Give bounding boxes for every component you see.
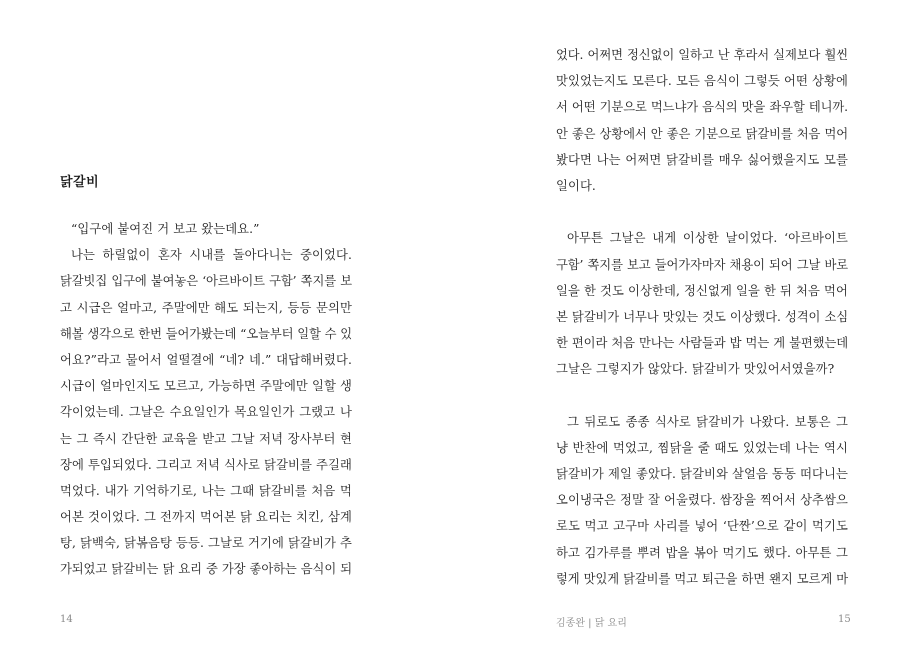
body-line: 어요?”라고 물어서 얼떨결에 “네? 네.” 대답해버렸다.	[60, 352, 352, 367]
body-line: 안 좋은 상황에서 안 좋은 기분으로 닭갈비를 처음 먹어	[556, 126, 848, 141]
body-line: 닭갈비가 제일 좋았다. 닭갈비와 살얼음 동동 떠다니는	[556, 467, 848, 481]
body-line: 시급이 얼마인지도 모르고, 가능하면 주말에만 일할 생	[60, 379, 352, 394]
body-line: 로도 먹고 고구마 사리를 넣어 ‘단짠’으로 같이 먹기도	[556, 519, 848, 534]
body-line: 아무튼 그날은 내게 이상한 날이었다. ‘아르바이트	[567, 231, 848, 246]
body-line: 하고 김가루를 뿌려 밥을 볶아 먹기도 했다. 아무튼 그	[556, 545, 848, 560]
body-line: 는 그 즉시 간단한 교육을 받고 그날 저녁 장사부터 현	[60, 431, 352, 446]
body-line: 한 편이라 처음 만나는 사람들과 밥 먹는 게 불편했는데	[556, 336, 848, 351]
body-line: 어본 것이었다. 그 전까지 먹어본 닭 요리는 치킨, 삼계	[60, 510, 352, 525]
body-line: 렇게 맛있게 닭갈비를 먹고 퇴근을 하면 왠지 모르게 마	[556, 571, 848, 586]
chapter-heading: 닭갈비	[60, 175, 100, 190]
body-line: 봤다면 나는 어쩌면 닭갈비를 매우 싫어했을지도 모를	[556, 152, 848, 167]
body-line: 장에 투입되었다. 그리고 저녁 식사로 닭갈비를 주길래	[60, 457, 352, 472]
body-line: 각이었는데. 그날은 수요일인가 목요일인가 그랬고 나	[60, 405, 352, 420]
body-line: 었다. 어쩌면 정신없이 일하고 난 후라서 실제보다 훨씬	[556, 48, 848, 62]
body-line: 본 닭갈비가 너무나 맛있는 것도 이상했다. 성격이 소심	[556, 309, 848, 324]
body-line: 구함’ 쪽지를 보고 들어가자마자 채용이 되어 그날 바로	[556, 257, 848, 272]
body-line: 고 시급은 얼마고, 주말에만 해도 되는지, 등등 문의만	[60, 300, 352, 315]
right-body-text	[556, 42, 848, 592]
left-body-text	[60, 216, 352, 583]
body-line: 나는 하릴없이 혼자 시내를 돌아다니는 중이었다.	[71, 248, 352, 263]
page-number-right: 15	[838, 614, 851, 625]
body-line: 먹었다. 내가 기억하기로, 나는 그때 닭갈비를 처음 먹	[60, 483, 352, 498]
body-line: 닭갈빗집 입구에 붙여놓은 ‘아르바이트 구함’ 쪽지를 보	[60, 274, 352, 289]
body-line: 일이다.	[556, 178, 596, 193]
running-footer: 김종완 | 닭 요리	[556, 618, 627, 629]
body-line: 가되었고 닭갈비는 닭 요리 중 가장 좋아하는 음식이 되	[60, 562, 352, 577]
body-line: 맛있었는지도 모른다. 모든 음식이 그렇듯 어떤 상황에	[556, 74, 848, 89]
paragraph-gap	[556, 382, 848, 408]
body-line: 탕, 닭백숙, 닭볶음탕 등등. 그날로 거기에 닭갈비가 추	[60, 536, 352, 551]
body-line: 서 어떤 기분으로 먹느냐가 음식의 맛을 좌우할 테니까.	[556, 100, 848, 115]
body-line: 그날은 그렇지가 않았다. 닭갈비가 맛있어서였을까?	[556, 362, 835, 377]
body-line: 일을 한 것도 이상한데, 정신없게 일을 한 뒤 처음 먹어	[556, 283, 848, 298]
body-line: 해볼 생각으로 한번 들어가봤는데 “오늘부터 일할 수 있	[60, 326, 352, 341]
paragraph-gap	[556, 199, 848, 225]
page-number-left: 14	[60, 614, 73, 625]
body-line: 오이냉국은 정말 잘 어울렸다. 쌈장을 찍어서 상추쌈으	[556, 493, 848, 508]
right-page	[450, 0, 900, 658]
body-line: 그 뒤로도 종종 식사로 닭갈비가 나왔다. 보통은 그	[567, 414, 848, 429]
body-line: 냥 반찬에 먹었고, 찜닭을 줄 때도 있었는데 나는 역시	[556, 440, 848, 455]
body-line: “입구에 붙여진 거 보고 왔는데요.”	[71, 222, 260, 236]
